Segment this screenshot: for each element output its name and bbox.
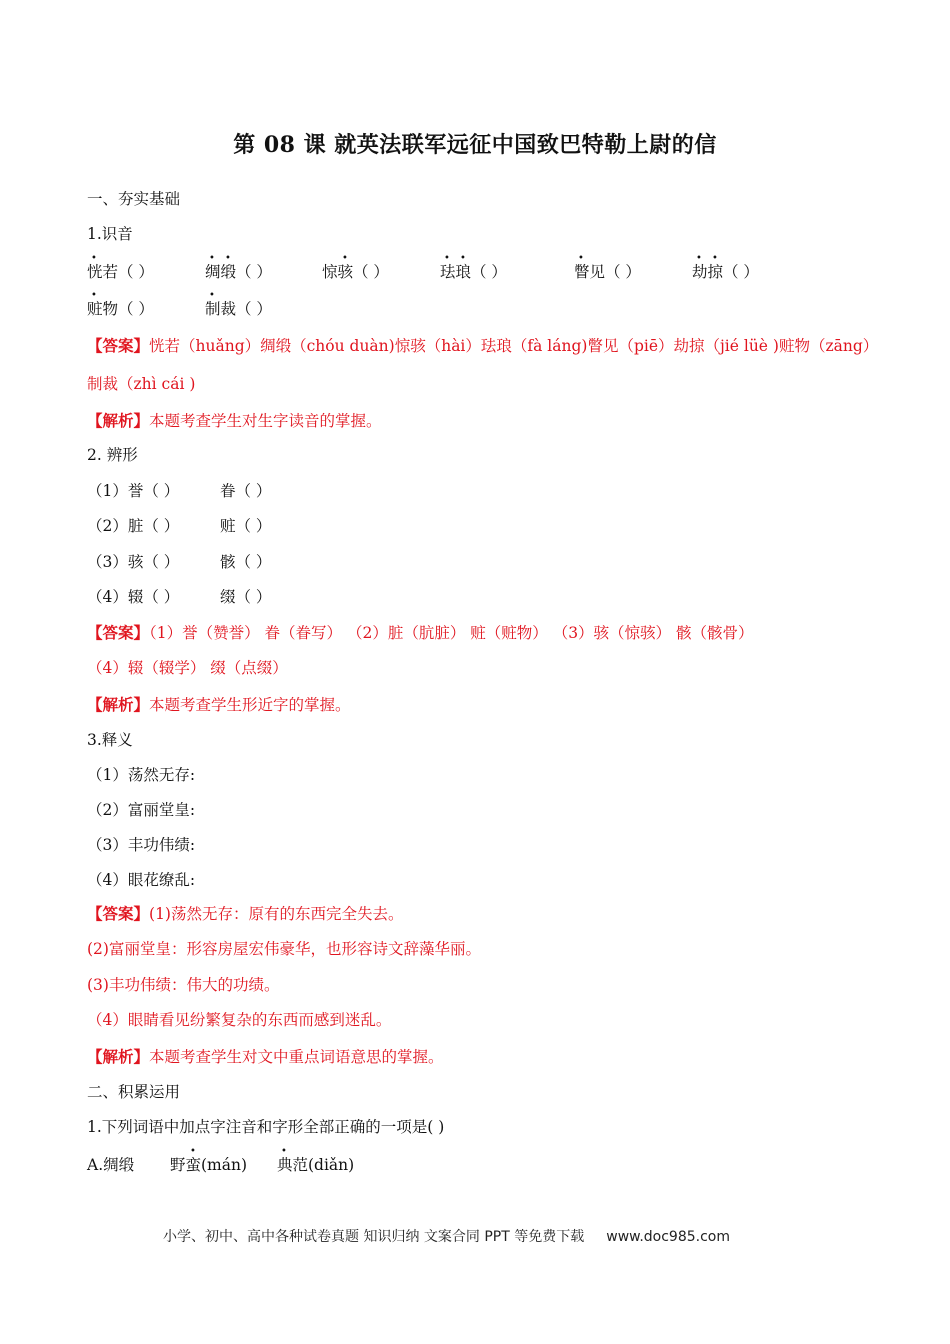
pinyin-blank-text: 绸缎（ ） <box>205 263 272 281</box>
emphasis-dot: • <box>91 290 97 301</box>
char-pair-left: （1）誉（ ） <box>87 482 180 500</box>
footer-url[interactable]: www.doc985.com <box>606 1229 730 1245</box>
analysis-tag: 【解析】 <box>87 1047 150 1066</box>
page-title: 第 08 课 就英法联军远征中国致巴特勒上尉的信 <box>233 132 717 158</box>
question-4-stem: 1.下列词语中加点字注音和字形全部正确的一项是( ) <box>87 1118 445 1136</box>
char-pair-left: （2）脏（ ） <box>87 517 180 535</box>
pinyin-blank-item <box>205 253 272 282</box>
answer-text: （1）誉（赞誉） 眷（眷写） （2）脏（肮脏） 赃（赃物） （3）骇（惊骇） 骸（骸骨） <box>149 624 754 642</box>
emphasis-dot: • <box>712 253 718 264</box>
pinyin-blank-text: 珐琅（ ） <box>440 263 507 281</box>
footer-text: 小学、初中、高中各种试卷真题 知识归纳 文案合同 PPT 等免费下载 <box>163 1229 585 1245</box>
pinyin-blank-item <box>87 253 154 282</box>
definition-item: （2）富丽堂皇: <box>87 801 196 819</box>
definition-item: （4）眼花缭乱: <box>87 871 196 889</box>
option-a-word-text: 野蛮(mán) <box>170 1156 248 1174</box>
emphasis-dot: • <box>444 253 450 264</box>
option-a-word-text: 典范(diǎn) <box>277 1156 355 1174</box>
emphasis-dot: • <box>225 253 231 264</box>
emphasis-dot: • <box>91 253 97 264</box>
pinyin-blank-text: 赃物（ ） <box>87 300 154 318</box>
emphasis-dot: • <box>578 253 584 264</box>
question-1-heading: 1.识音 <box>87 225 133 243</box>
answer-text: 恍若（huǎng）绸缎（chóu duàn)惊骇（hài）珐琅（fà láng)瞥见（piē）劫掠（jié lüè )赃物（zāng） <box>149 337 879 355</box>
answer-tag: 【答案】 <box>87 904 150 923</box>
page-footer <box>163 1226 752 1246</box>
emphasis-dot: • <box>460 253 466 264</box>
emphasis-dot: • <box>281 1146 287 1157</box>
option-a-label: A.绸缎 <box>87 1156 135 1174</box>
char-pair-left: （3）骇（ ） <box>87 553 180 571</box>
emphasis-dot: • <box>209 253 215 264</box>
question-2-answer-cont: （4）辍（辍学） 缀（点缀） <box>87 659 288 677</box>
pinyin-blank-item <box>692 253 759 282</box>
char-pair-right: 骸（ ） <box>220 553 272 571</box>
option-a-word <box>277 1146 355 1175</box>
question-2-analysis <box>87 695 351 715</box>
option-a-word <box>170 1146 248 1175</box>
emphasis-dot: • <box>209 290 215 301</box>
question-1-answer-cont: 制裁（zhì cái ) <box>87 375 196 393</box>
emphasis-dot: • <box>696 253 702 264</box>
question-3-answer-item: (2)富丽堂皇：形容房屋宏伟豪华，也形容诗文辞藻华丽。 <box>87 940 481 958</box>
question-1-answer <box>87 336 878 356</box>
question-3-answer-item: （4）眼睛看见纷繁复杂的东西而感到迷乱。 <box>87 1011 392 1029</box>
pinyin-blank-item <box>440 253 507 282</box>
definition-item: （1）荡然无存: <box>87 766 196 784</box>
pinyin-blank-item <box>574 253 641 282</box>
question-2-answer <box>87 623 754 643</box>
char-pair-left: （4）辍（ ） <box>87 588 180 606</box>
answer-tag: 【答案】 <box>87 336 150 355</box>
pinyin-blank-text: 惊骇（ ） <box>322 263 389 281</box>
section-heading-basics: 一、夯实基础 <box>87 190 181 208</box>
question-3-heading: 3.释义 <box>87 731 133 749</box>
char-pair-right: 缀（ ） <box>220 588 272 606</box>
analysis-text: 本题考查学生对文中重点词语意思的掌握。 <box>149 1048 444 1066</box>
pinyin-blank-item <box>205 290 272 319</box>
char-pair-right: 赃（ ） <box>220 517 272 535</box>
analysis-text: 本题考查学生形近字的掌握。 <box>149 696 351 714</box>
pinyin-blank-text: 制裁（ ） <box>205 300 272 318</box>
question-3-answer <box>87 904 403 924</box>
emphasis-dot: • <box>342 253 348 264</box>
pinyin-blank-text: 恍若（ ） <box>87 263 154 281</box>
question-3-analysis <box>87 1047 444 1067</box>
analysis-tag: 【解析】 <box>87 411 150 430</box>
question-3-answer-item: (3)丰功伟绩：伟大的功绩。 <box>87 976 280 994</box>
pinyin-blank-item <box>87 290 154 319</box>
char-pair-right: 眷（ ） <box>220 482 272 500</box>
pinyin-blank-text: 瞥见（ ） <box>574 263 641 281</box>
definition-item: （3）丰功伟绩: <box>87 836 196 854</box>
section-heading-application: 二、积累运用 <box>87 1083 181 1101</box>
answer-tag: 【答案】 <box>87 623 150 642</box>
emphasis-dot: • <box>190 1146 196 1157</box>
question-2-heading: 2. 辨形 <box>87 446 138 464</box>
pinyin-blank-text: 劫掠（ ） <box>692 263 759 281</box>
answer-text: (1)荡然无存：原有的东西完全失去。 <box>149 905 404 923</box>
analysis-tag: 【解析】 <box>87 695 150 714</box>
analysis-text: 本题考查学生对生字读音的掌握。 <box>149 412 382 430</box>
pinyin-blank-item <box>322 253 389 282</box>
question-1-analysis <box>87 411 382 431</box>
